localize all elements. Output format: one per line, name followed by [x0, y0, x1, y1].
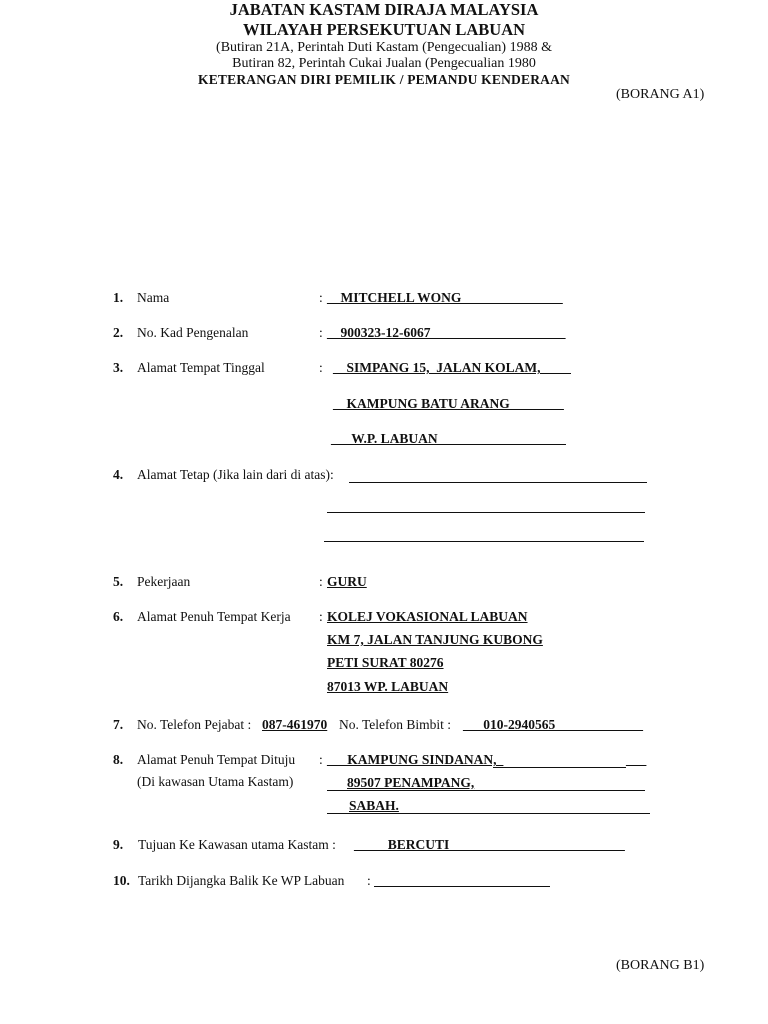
- region-title: WILAYAH PERSEKUTUAN LABUAN: [242, 20, 526, 39]
- separator: :: [319, 609, 323, 624]
- form-title: KETERANGAN DIRI PEMILIK / PEMANDU KENDERAAN: [198, 72, 570, 87]
- separator: :: [319, 290, 323, 305]
- field-destination-sublabel: (Di kawasan Utama Kastam): [137, 774, 294, 789]
- field-return-date-label: Tarikh Dijangka Balik Ke WP Labuan: [138, 873, 345, 888]
- form-code-bottom: (BORANG B1): [616, 958, 705, 973]
- permanent-address-blank-2[interactable]: [327, 512, 645, 513]
- field-9-number: 9.: [113, 837, 124, 852]
- work-address-line-3[interactable]: PETI SURAT 80276: [327, 655, 444, 670]
- field-destination-label: Alamat Penuh Tempat Dituju: [137, 752, 296, 767]
- work-address-line-1[interactable]: KOLEJ VOKASIONAL LABUAN: [327, 609, 528, 624]
- field-residential-address-label: Alamat Tempat Tinggal: [137, 360, 265, 375]
- field-7-number: 7.: [113, 717, 124, 732]
- field-8-number: 8.: [113, 752, 124, 767]
- office-phone-value[interactable]: 087-461970: [262, 717, 328, 732]
- return-date-blank[interactable]: [374, 886, 550, 887]
- destination-line-1-tail[interactable]: ___: [626, 752, 647, 767]
- reference-line-2: Butiran 82, Perintah Cukai Jualan (Pengecualian 1980: [232, 56, 536, 71]
- field-10-number: 10.: [113, 873, 130, 888]
- separator: :: [319, 574, 323, 589]
- work-address-line-2[interactable]: KM 7, JALAN TANJUNG KUBONG: [327, 632, 543, 647]
- separator: :: [319, 752, 323, 767]
- ic-value[interactable]: __900323-12-6067____________________: [327, 325, 566, 340]
- agency-title: JABATAN KASTAM DIRAJA MALAYSIA: [229, 0, 539, 19]
- residential-address-line-1[interactable]: __SIMPANG 15,_JALAN KOLAM,_ ___: [333, 360, 571, 375]
- field-1-number: 1.: [113, 290, 124, 305]
- field-5-number: 5.: [113, 574, 124, 589]
- separator: :: [319, 325, 323, 340]
- permanent-address-blank-3[interactable]: [324, 541, 644, 542]
- mobile-phone-label: No. Telefon Bimbit :: [339, 717, 452, 732]
- field-4-number: 4.: [113, 467, 124, 482]
- destination-line-3[interactable]: SABAH.: [349, 798, 399, 813]
- field-6-number: 6.: [113, 609, 124, 624]
- field-permanent-address-label: Alamat Tetap (Jika lain dari di atas):: [137, 467, 334, 482]
- separator: :: [367, 873, 371, 888]
- mobile-phone-value[interactable]: ___010-2940565_____________: [463, 717, 643, 732]
- form-code-top: (BORANG A1): [616, 87, 705, 102]
- field-purpose-label: Tujuan Ke Kawasan utama Kastam :: [138, 837, 336, 852]
- residential-address-line-2[interactable]: __KAMPUNG BATU ARANG________: [333, 396, 564, 411]
- destination-line-3-rule[interactable]: [327, 813, 650, 814]
- office-phone-label: No. Telefon Pejabat :: [137, 717, 252, 732]
- name-value[interactable]: __MITCHELL WONG_______________: [327, 290, 563, 305]
- work-address-line-4[interactable]: 87013 WP. LABUAN: [327, 679, 449, 694]
- destination-line-2[interactable]: 89507 PENAMPANG,: [347, 775, 475, 790]
- field-occupation-label: Pekerjaan: [137, 574, 191, 589]
- separator: :: [319, 360, 323, 375]
- destination-line-1-blank[interactable]: [493, 767, 626, 768]
- residential-address-line-3[interactable]: ___W.P. LABUAN___________________: [331, 431, 566, 446]
- field-ic-label: No. Kad Pengenalan: [137, 325, 249, 340]
- field-name-label: Nama: [137, 290, 170, 305]
- purpose-value[interactable]: _____BERCUTI__________________________: [354, 837, 625, 852]
- field-3-number: 3.: [113, 360, 124, 375]
- field-2-number: 2.: [113, 325, 124, 340]
- destination-line-1[interactable]: ___KAMPUNG SINDANAN,_: [327, 752, 504, 767]
- occupation-value[interactable]: GURU: [327, 574, 367, 589]
- field-work-address-label: Alamat Penuh Tempat Kerja: [137, 609, 291, 624]
- destination-line-2-rule[interactable]: [327, 790, 645, 791]
- permanent-address-blank-1[interactable]: [349, 482, 647, 483]
- reference-line-1: (Butiran 21A, Perintah Duti Kastam (Pengecualian) 1988 &: [216, 40, 552, 55]
